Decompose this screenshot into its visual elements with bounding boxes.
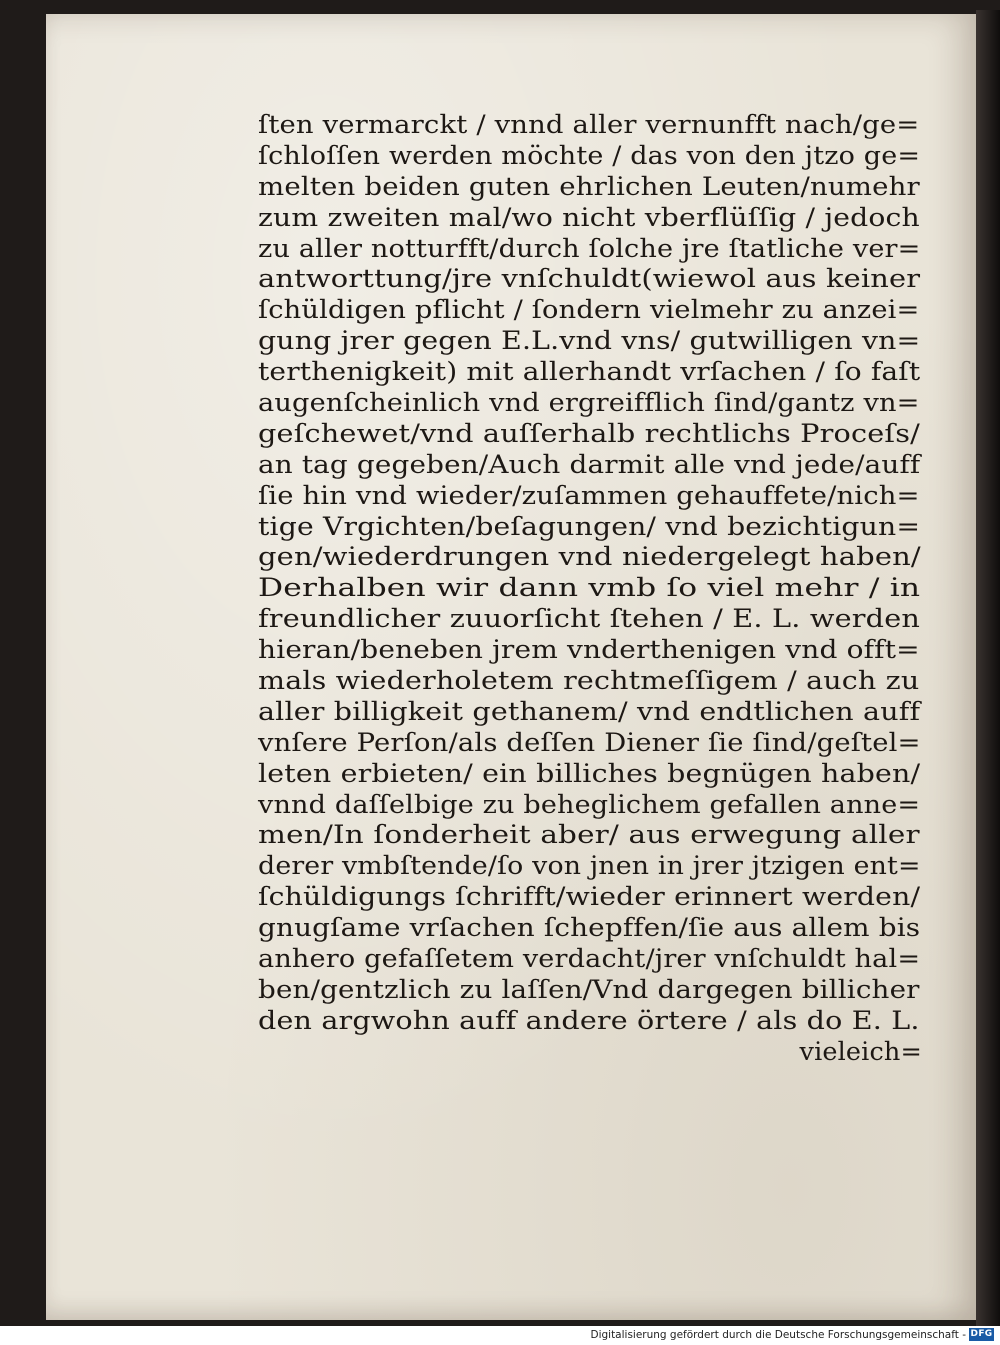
- text-line: ſchüldigen pflicht / ſondern vielmehr zu anzei=: [258, 295, 920, 326]
- text-line: an tag gegeben/Auch darmit alle vnd jede/auff: [258, 449, 921, 480]
- text-line: anhero gefaſſetem verdacht/jrer vnſchuldt hal=: [258, 944, 921, 975]
- text-line: zum zweiten mal/wo nicht vberflüſſig / jedoch: [258, 202, 920, 233]
- text-line: derer vmbſtende/ſo von jnen in jrer jtzigen ent=: [258, 851, 921, 882]
- catchword: vieleich=: [799, 1036, 922, 1067]
- text-line: ſie hin vnd wieder/zuſammen gehauffete/nich=: [258, 480, 920, 511]
- text-line: aller billigkeit gethanem/ vnd endtlichen auff: [258, 696, 921, 727]
- text-line: gung jrer gegen E.L.vnd vns/ gutwilligen vn=: [258, 326, 921, 357]
- text-line: augenſcheinlich vnd ergreifflich ſind/gantz vn=: [258, 388, 920, 419]
- text-line: freundlicher zuuorſicht ſtehen / E. L. werden: [258, 604, 921, 635]
- text-line: mals wiederholetem rechtmeſſigem / auch zu: [258, 666, 920, 697]
- text-line: vnnd daſſelbige zu beheglichem gefallen anne=: [258, 789, 921, 820]
- text-line: ſchüldigungs ſchrifft/wieder erinnert werden/: [258, 882, 921, 913]
- text-line: ben/gentzlich zu laſſen/Vnd dargegen billicher: [258, 974, 920, 1005]
- text-line: men/In ſonderheit aber/ aus erwegung aller: [258, 820, 920, 851]
- text-line: antworttung/jre vnſchuldt(wiewol aus keiner: [258, 264, 921, 295]
- text-line: ſchloſſen werden möchte / das von den jtzo ge=: [258, 140, 921, 171]
- text-line: vnſere Perſon/als deſſen Diener ſie ſind/geſtel=: [258, 727, 921, 758]
- text-line: tige Vrgichten/beſagungen/ vnd bezichtigun=: [258, 511, 921, 542]
- text-line: gen/wiederdrungen vnd niedergelegt haben/: [258, 542, 921, 573]
- page-text: [258, 110, 928, 1068]
- funding-credit: Digitalisierung gefördert durch die Deutsche Forschungsgemeinschaft -: [590, 1329, 966, 1341]
- text-line: ſten vermarckt / vnnd aller vernunfft nach/ge=: [258, 110, 920, 140]
- text-line: zu aller notturfft/durch ſolche jre ſtatliche ver=: [258, 233, 921, 264]
- text-line: melten beiden guten ehrlichen Leuten/numehr: [258, 171, 920, 202]
- text-line: terthenigkeit) mit allerhandt vrſachen / ſo faſt: [258, 357, 921, 388]
- text-line: leten erbieten/ ein billiches begnügen haben/: [258, 758, 921, 789]
- text-line: geſchewet/vnd auſſerhalb rechtlichs Proceſs/: [258, 418, 920, 449]
- text-line: Derhalben wir dann vmb ſo viel mehr / in: [258, 573, 921, 604]
- text-line: den argwohn auff andere örtere / als do E. L.: [258, 1005, 920, 1036]
- text-line: hieran/beneben jrem vnderthenigen vnd offt=: [258, 635, 920, 666]
- text-line: gnugſame vrſachen ſchepffen/ſie aus allem bis: [258, 913, 921, 944]
- dfg-logo-icon: DFG: [970, 1329, 993, 1339]
